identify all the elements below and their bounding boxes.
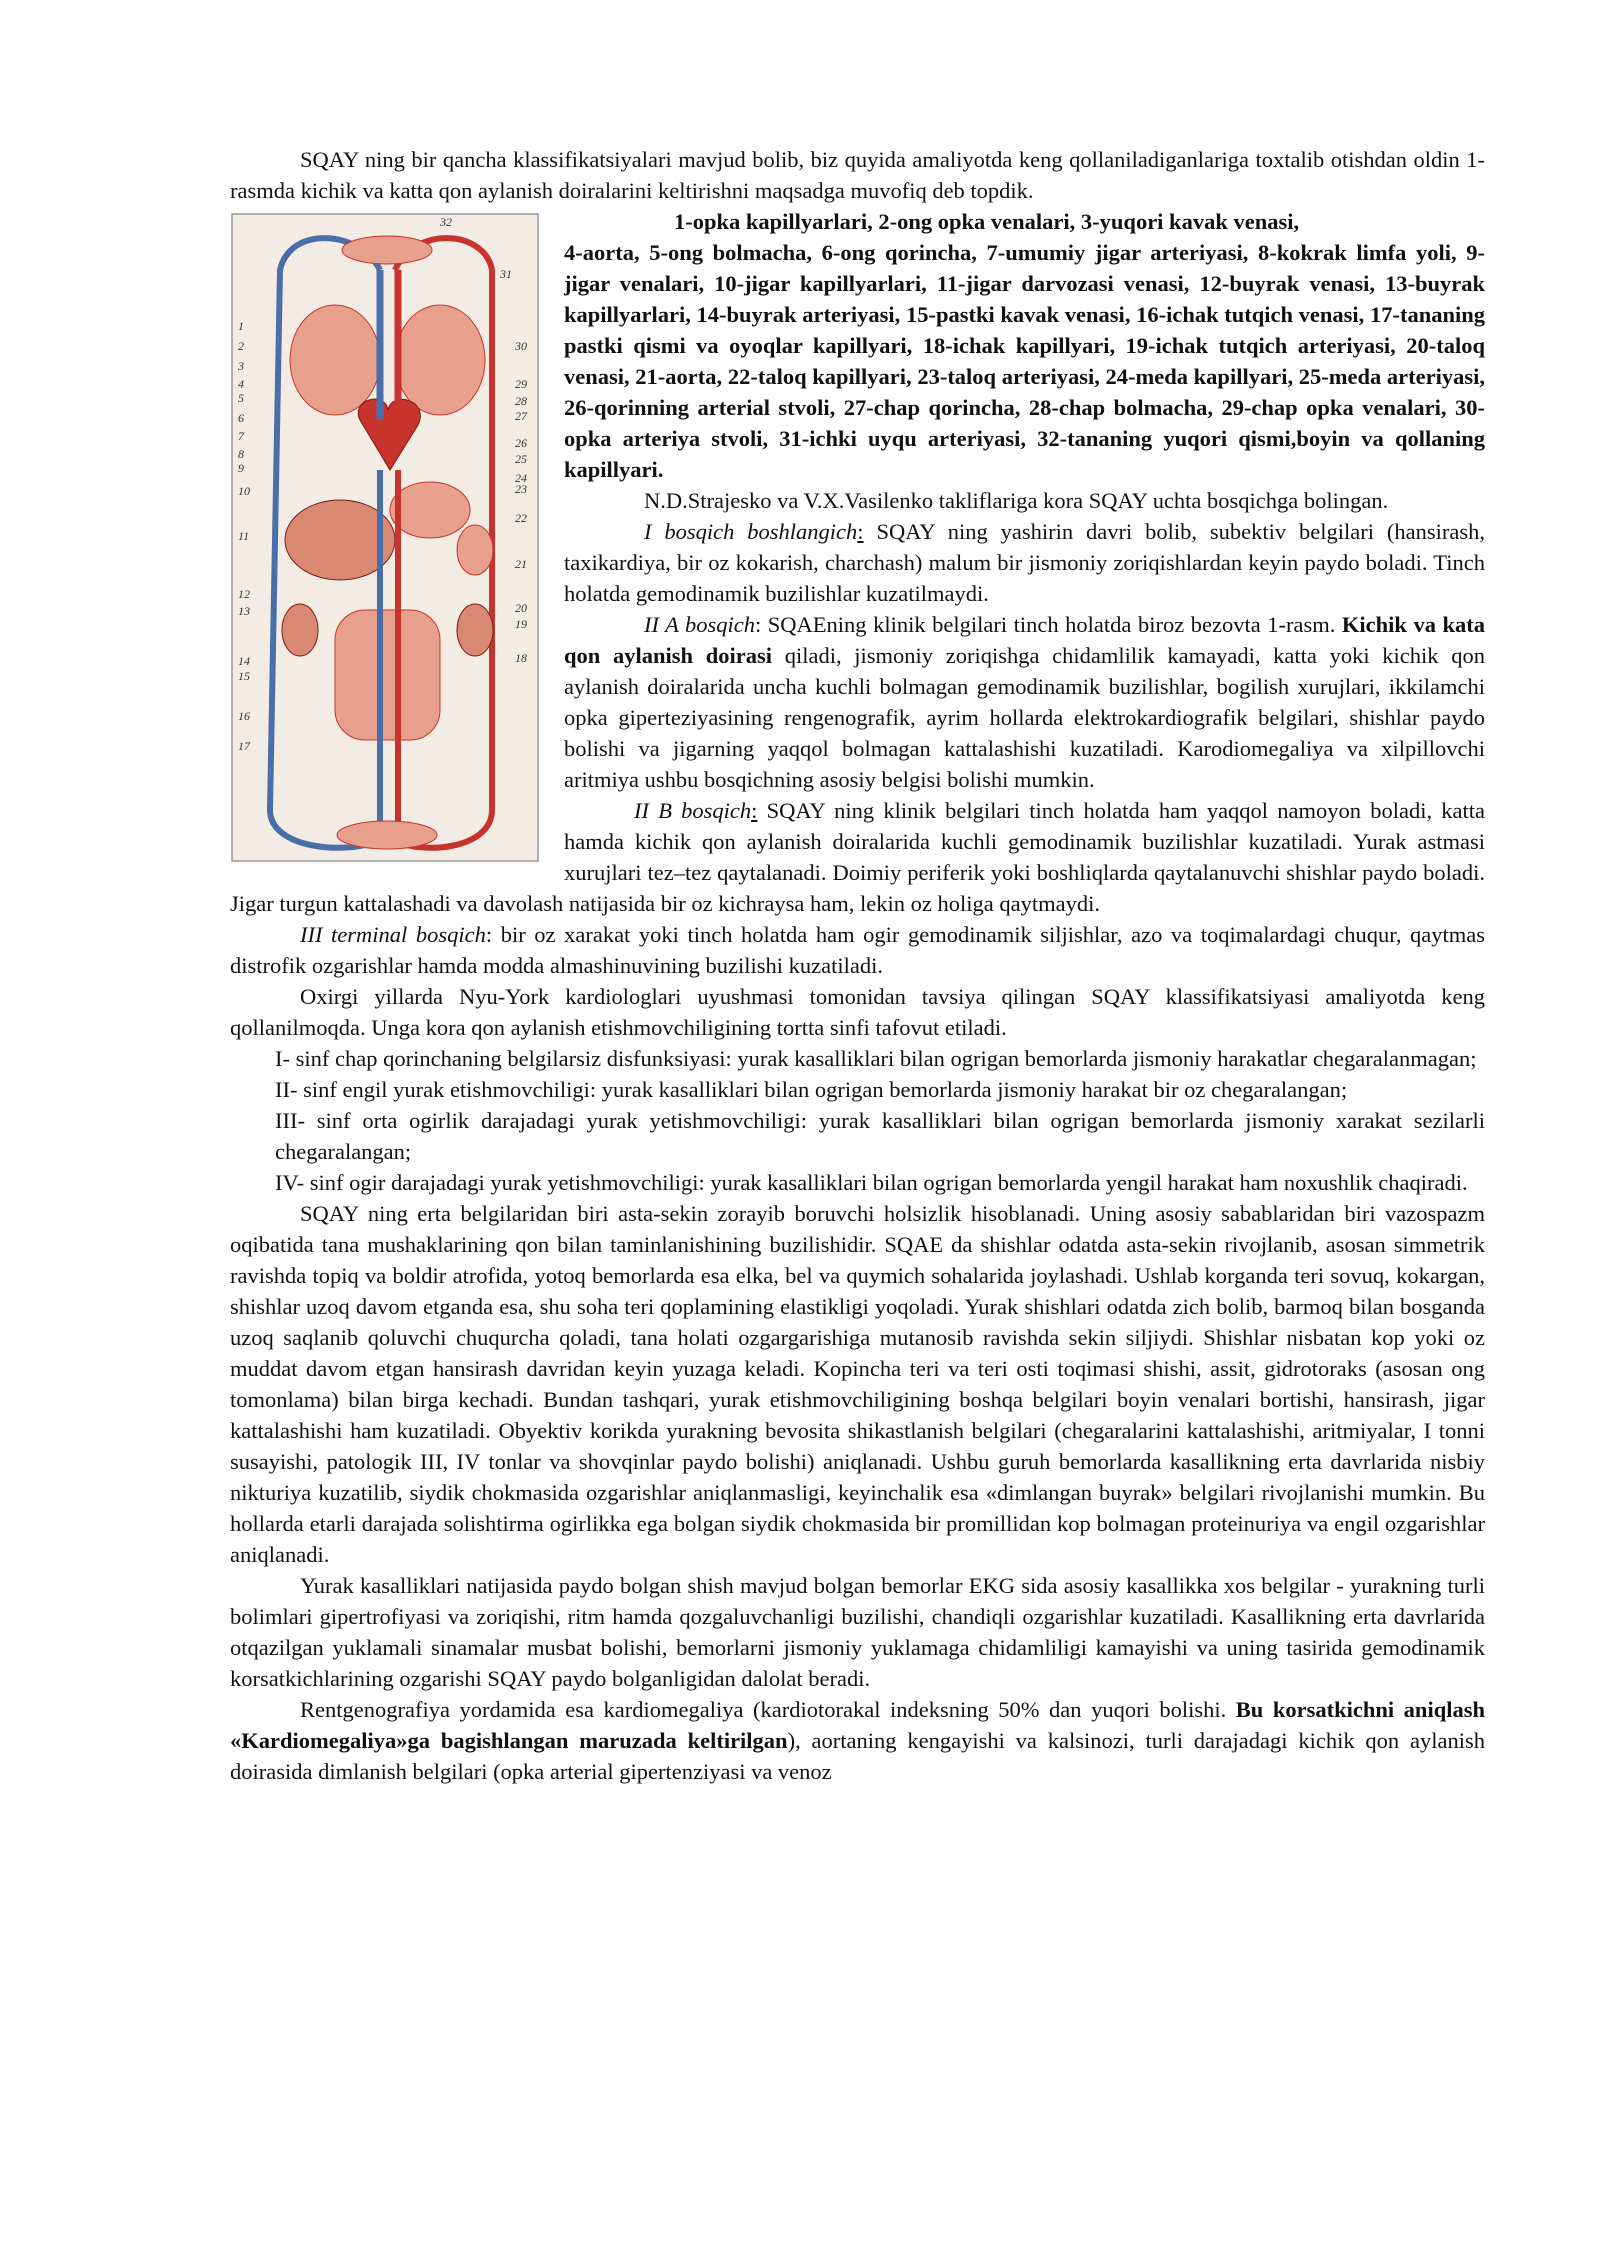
text-column (230, 144, 1485, 1787)
svg-text:16: 16 (238, 709, 250, 723)
figure-legend-first-line: 1-opka kapillyarlari, 2-ong opka venalari, 3-yuqori kavak venasi, (674, 209, 1300, 234)
rentgen-paragraph (230, 1694, 1485, 1787)
stage-3-label: III terminal bosqich (300, 922, 486, 947)
spleen-shape (457, 525, 493, 575)
svg-text:18: 18 (515, 651, 527, 665)
circulation-figure (230, 210, 540, 865)
nyha-class-1: I- sinf chap qorinchaning belgilarsiz disfunksiyasi: yurak kasalliklari bilan ogrigan bemorlarda jismoniy harakatlar chegaralanmagan; (275, 1046, 1477, 1071)
symptoms-paragraph: SQAY ning erta belgilaridan biri asta-sekin zorayib boruvchi holsizlik hisoblanadi. Uning asosiy sabablaridan biri vazospazm oqibatida tana mushaklarining qon bilan taminlanishining buzilishidir. SQAE da shishlar odatda asta-sekin rivojlanib, asosan simmetrik ravishda topiq va boldir atrofida, yotoq bemorlarda esa elka, bel va quymich sohalarida joylashadi. Ushlab korganda teri sovuq, kokargan, shishlar uzoq davom etganda esa, shu soha teri qoplamining elastikligi yoqoladi. Yurak shishlari odatda zich bolib, barmoq bilan bosganda uzoq saqlanib qoluvchi chuqurcha qoladi, tana holati ozgargarishiga mutanosib ravishda sekin siljiydi. Shishlar nisbatan kop yoki oz muddat davom etgan hansirash davridan keyin yuzaga keladi. Kopincha teri va teri osti toqimasi shishi, assit, gidrotoraks (asosan ong tomonlama) bilan birga kechadi. Bundan tashqari, yurak etishmovchiligining boshqa belgilari boyin venalari bortishi, hansirash, jigar kattalashishi ham kuzatiladi. Obyektiv korikda yurakning bevosita shikastlanish belgilari (chegaralarini kattalashishi, aritmiyalar, I tonni susayishi, patologik III, IV tonlar va shovqinlar paydo bolishi) aniqlanadi. Ushbu guruh bemorlarda kasallikning erta davrlarida nisbiy nikturiya kuzatilib, siydik chokmasida ozgarishlar aniqlanmasligi, keyinchalik esa «dimlangan buyrak» belgilari rivojlanishi mumkin. Bu hollarda etarli darajada solishtirma ogirlikka ega bolgan siydik chokmasida bir promillidan kop bolmagan proteinuriya va engil ozgarishlar aniqlanadi. (230, 1201, 1485, 1567)
nyha-paragraph: Oxirgi yillarda Nyu-York kardiologlari uyushmasi tomonidan tavsiya qilingan SQAY klassifikatsiyasi amaliyotda keng qollanilmoqda. Unga kora qon aylanish etishmovchiligining tortta sinfi tafovut etiladi. (230, 984, 1485, 1040)
strajesko-paragraph: N.D.Strajesko va V.X.Vasilenko takliflariga kora SQAY uchta bosqichga bolingan. (644, 488, 1389, 513)
svg-text:2: 2 (238, 339, 244, 353)
stage-2b-paragraph: II B bosqich: SQAY ning klinik belgilari tinch holatda ham yaqqol namoyon boladi, katta hamda kichik qon aylanish doiralarida kuchli gemodinamik buzilishlar kuzatiladi. Yurak astmasi xurujlari tez–tez qaytalanadi. Doimiy periferik yoki boshliqlarda qaytalanuvchi shishlar paydo boladi. Jigar turgun kattalashadi va davolash natijasida bir oz kichraysa ham, lekin oz holiga qaytmaydi. (230, 798, 1485, 916)
left-lung (395, 305, 485, 415)
svg-text:11: 11 (238, 529, 250, 543)
svg-text:1: 1 (238, 319, 244, 333)
stage-2a-label: II A bosqich (644, 612, 755, 637)
stage-1-label: I bosqich boshlangich (644, 519, 858, 544)
kidney-right (457, 604, 493, 656)
figure-legend (564, 206, 1485, 485)
intro-paragraph: SQAY ning bir qancha klassifikatsiyalari mavjud bolib, biz quyida amaliyotda keng qollaniladiganlariga toxtalib otishdan oldin 1-rasmda kichik va katta qon aylanish doiralarini keltirishni maqsadga muvofiq deb topdik. (230, 147, 1485, 203)
svg-text:10: 10 (238, 484, 250, 498)
svg-text:17: 17 (238, 739, 250, 753)
svg-text:5: 5 (238, 391, 244, 405)
stage-1-text: SQAY ning yashirin davri bolib, subektiv belgilari (hansirash, taxikardiya, bir oz kokarish, charchash) malum bir jismoniy zoriqishlardan keyin paydo boladi. Tinch holatda gemodinamik buzilishlar kuzatilmaydi. (564, 519, 1485, 606)
svg-text:20: 20 (515, 601, 527, 615)
stage-1-paragraph: I bosqich boshlangich: SQAY ning yashirin davri bolib, subektiv belgilari (hansirash, taxikardiya, bir oz kokarish, charchash) malum bir jismoniy zoriqishlardan keyin paydo boladi. Tinch holatda gemodinamik buzilishlar kuzatilmaydi. (564, 519, 1485, 606)
ekg-paragraph: Yurak kasalliklari natijasida paydo bolgan shish mavjud bolgan bemorlar EKG sida asosiy kasallikka xos belgilar - yurakning turli bolimlari gipertrofiyasi va zoriqishi, ritm hamda qozgaluvchanligi buzilishi, chandiqli ozgarishlar kuzatiladi. Kasallikning erta davrlarida otqazilgan yuklamali sinamalar musbat bolishi, bemorlarni jismoniy yuklamaga chidamliligi kamayishi va uning tasirida gemodinamik korsatkichlarining ozgarishi SQAY paydo bolganligidan dalolat beradi. (230, 1573, 1485, 1691)
svg-text:4: 4 (238, 377, 244, 391)
intestine-shape (335, 610, 440, 740)
stage-3-text: : bir oz xarakat yoki tinch holatda ham ogir gemodinamik siljishlar, azo va toqimalardagi chuqur, qaytmas distrofik ozgarishlar hamda modda almashinuvining buzilishi kuzatiladi. (230, 922, 1486, 978)
rentgen-bold: Bu korsatkichni aniqlash «Kardiomegaliya»ga bagishlangan maruzada keltirilgan (230, 1697, 1485, 1753)
nyha-class-2: II- sinf engil yurak etishmovchiligi: yurak kasalliklari bilan ogrigan bemorlarda jismoniy harakat bir oz chegaralangan; (275, 1077, 1348, 1102)
figure-ref: 1-rasm. (1267, 612, 1336, 637)
stage-2a-text-continued: qiladi, jismoniy zoriqishga chidamlilik kamayadi, katta yoki kichik qon aylanish doiralarida uncha kuchli bolmagan gemodinamik buzilishlar, bogilish xurujlari, ikkilamchi opka giperteziyasining rengenografik, ayrim hollarda elektrokardiografik belgilari, shishlar paydo bolishi va jigarning yaqqol bolmagan kattalashishi kuzatiladi. Karodiomegaliya va xilpillovchi aritmiya ushbu bosqichning asosiy belgisi bolishi mumkin. (564, 643, 1486, 792)
svg-text:30: 30 (515, 339, 527, 353)
svg-text:9: 9 (238, 461, 244, 475)
stage-2b-text: SQAY ning klinik belgilari tinch holatda ham yaqqol namoyon boladi, katta hamda kichik qon aylanish doiralarida kuchli gemodinamik buzilishlar kuzatiladi. Yurak astmasi xurujlari tez–tez qaytalanadi. Doimiy periferik yoki boshliqlarda qaytalanuvchi shishlar paydo boladi. Jigar turgun kattalashadi va davolash natijasida bir oz kichraysa ham, lekin oz holiga qaytmaydi. (230, 798, 1485, 916)
svg-text:27: 27 (515, 409, 527, 423)
svg-text:21: 21 (515, 557, 527, 571)
stomach-shape (390, 482, 470, 538)
svg-text:12: 12 (238, 587, 250, 601)
stage-2a-text: : SQAEning klinik belgilari tinch holatda biroz bezovta (755, 612, 1268, 637)
svg-text:13: 13 (238, 604, 250, 618)
upper-body-capillaries (342, 236, 432, 264)
svg-text:26: 26 (515, 436, 527, 450)
svg-text:6: 6 (238, 411, 244, 425)
svg-text:28: 28 (515, 394, 527, 408)
svg-text:8: 8 (238, 447, 244, 461)
svg-text:25: 25 (515, 452, 527, 466)
svg-text:24: 24 (515, 471, 527, 485)
nyha-class-3: III- sinf orta ogirlik darajadagi yurak yetishmovchiligi: yurak kasalliklari bilan ogrigan bemorlarda jismoniy xarakat sezilarli chegaralangan; (275, 1108, 1485, 1164)
svg-text:23: 23 (515, 482, 527, 496)
right-lung (290, 305, 380, 415)
figure-legend-rest: 4-aorta, 5-ong bolmacha, 6-ong qorincha, 7-umumiy jigar arteriyasi, 8-kokrak limfa yoli, 9-jigar venalari, 10-jigar kapillyarlari, 11-jigar darvozasi venasi, 12-buyrak venasi, 13-buyrak kapillyarlari, 14-buyrak arteriyasi, 15-pastki kavak venasi, 16-ichak tutqich venasi, 17-tananing pastki qismi va oyoqlar kapillyari, 18-ichak kapillyari, 19-ichak tutqich arteriyasi, 20-taloq venasi, 21-aorta, 22-taloq kapillyari, 23-taloq arteriyasi, 24-meda kapillyari, 25-meda arteriyasi, 26-qorinning arterial stvoli, 27-chap qorincha, 28-chap bolmacha, 29-chap opka venalari, 30-opka arteriya stvoli, 31-ichki uyqu arteriyasi, 32-tananing yuqori qismi,boyin va qollaning kapillyari. (564, 240, 1485, 482)
stage-3-paragraph (230, 919, 1485, 981)
kidney-left (282, 604, 318, 656)
svg-text:15: 15 (238, 669, 250, 683)
svg-text:7: 7 (238, 429, 244, 443)
svg-text:14: 14 (238, 654, 250, 668)
svg-text:32: 32 (440, 215, 452, 229)
rentgen-text: Rentgenografiya yordamida esa kardiomegaliya (kardiotorakal indeksning 50% dan yuqori bolishi. (300, 1697, 1236, 1722)
lower-body-capillaries (337, 821, 437, 849)
figure-title: Kichik va kata qon aylanish doirasi (564, 612, 1485, 668)
stage-2b-label: II B bosqich (634, 798, 752, 823)
svg-text:19: 19 (515, 617, 527, 631)
nyha-class-4: IV- sinf ogir darajadagi yurak yetishmovchiligi: yurak kasalliklari bilan ogrigan bemorlarda yengil harakat ham noxushlik chaqiradi. (275, 1170, 1468, 1195)
circulation-diagram (230, 210, 540, 865)
svg-text:31: 31 (500, 267, 512, 281)
svg-text:29: 29 (515, 377, 527, 391)
rentgen-text-continued: ), aortaning kengayishi va kalsinozi, turli darajadagi kichik qon aylanish doirasida dimlanish belgilari (opka arterial gipertenziyasi va venoz (230, 1728, 1485, 1784)
svg-text:22: 22 (515, 511, 527, 525)
svg-text:3: 3 (238, 359, 244, 373)
